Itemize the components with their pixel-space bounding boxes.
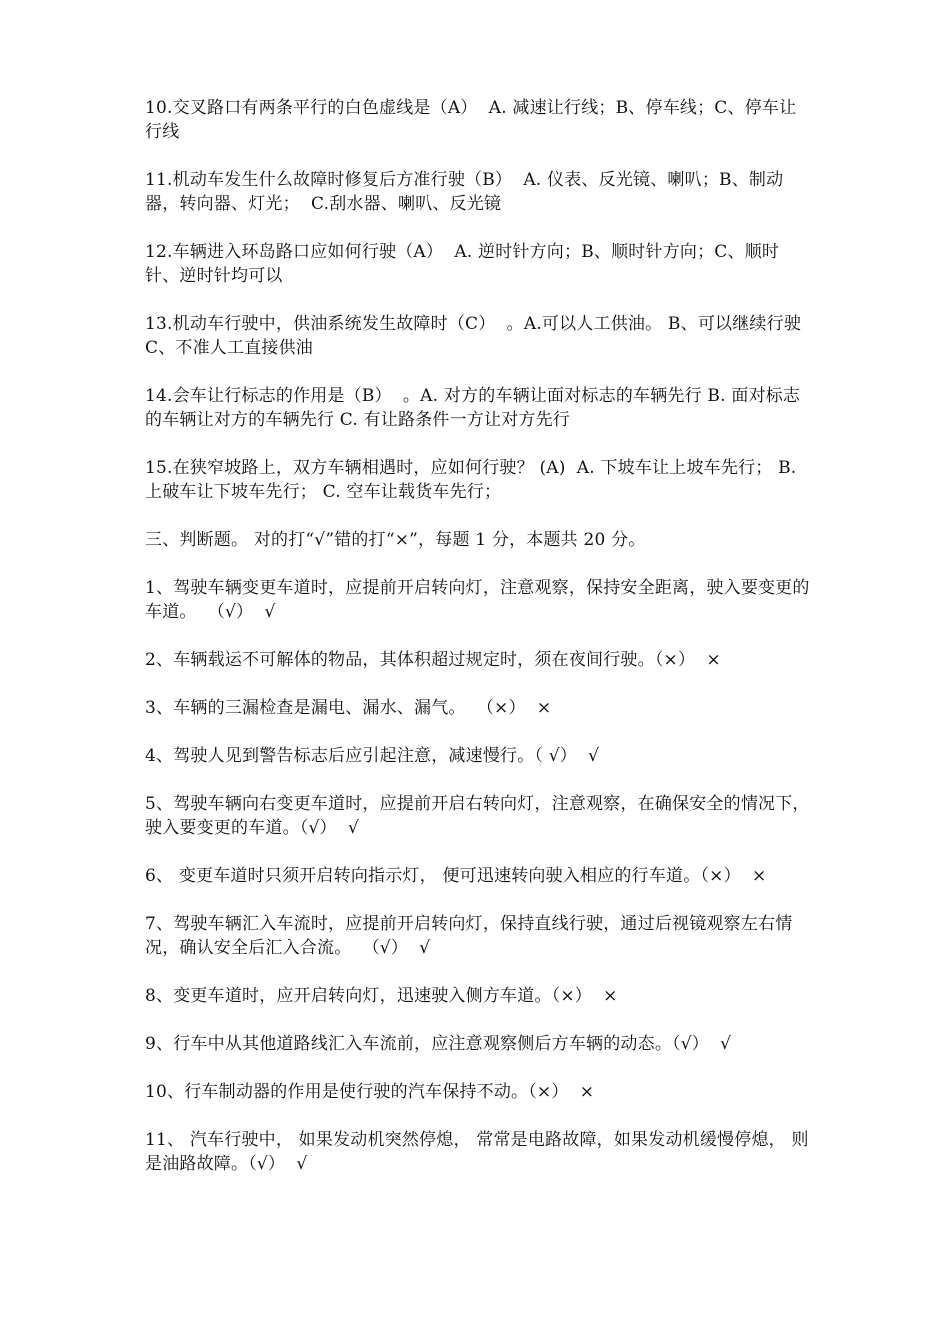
document-body xyxy=(145,96,813,1200)
judgement-3: 3、车辆的三漏检查是漏电、漏水、漏气。 （×） × xyxy=(145,698,552,718)
judgement-10: 10、行车制动器的作用是使行驶的汽车保持不动。（×） × xyxy=(145,1082,595,1102)
judgement-1: 1、驾驶车辆变更车道时，应提前开启转向灯，注意观察，保持安全距离，驶入要变更的车道。 （√） √ xyxy=(145,578,810,622)
judgement-6: 6、 变更车道时只须开启转向指示灯， 便可迅速转向驶入相应的行车道。（×） × xyxy=(145,866,767,886)
question-15: 15.在狭窄坡路上，双方车辆相遇时，应如何行驶？ (A) A. 下坡车让上坡车先行； B. 上破车让下坡车先行； C. 空车让载货车先行； xyxy=(145,458,802,502)
question-13: 13.机动车行驶中，供油系统发生故障时（C） 。A.可以人工供油。 B、可以继续行驶 C、不准人工直接供油 xyxy=(145,314,807,358)
judgement-2: 2、车辆载运不可解体的物品，其体积超过规定时，须在夜间行驶。（×） × xyxy=(145,650,721,670)
judgement-9: 9、行车中从其他道路线汇入车流前，应注意观察侧后方车辆的动态。（√） √ xyxy=(145,1034,732,1054)
judgement-8: 8、变更车道时，应开启转向灯，迅速驶入侧方车道。（×） × xyxy=(145,986,618,1006)
judgement-5: 5、驾驶车辆向右变更车道时，应提前开启右转向灯，注意观察，在确保安全的情况下，驶入要变更的车道。（√） √ xyxy=(145,794,810,838)
judgement-7: 7、驾驶车辆汇入车流时，应提前开启转向灯，保持直线行驶，通过后视镜观察左右情况，确认安全后汇入合流。 （√） √ xyxy=(145,914,793,958)
question-14: 14.会车让行标志的作用是（B） 。A. 对方的车辆让面对标志的车辆先行 B. 面对标志的车辆让对方的车辆先行 C. 有让路条件一方让对方先行 xyxy=(145,386,801,430)
question-10: 10.交叉路口有两条平行的白色虚线是（A） A. 减速让行线；B、停车线；C、停车让行线 xyxy=(145,98,797,142)
section-heading-true-false: 三、判断题。 对的打“√”错的打“×”，每题 1 分，本题共 20 分。 xyxy=(145,530,646,550)
question-12: 12.车辆进入环岛路口应如何行驶（A） A. 逆时针方向；B、顺时针方向；C、顺时针、逆时针均可以 xyxy=(145,242,780,286)
judgement-11: 11、 汽车行驶中， 如果发动机突然停熄， 常常是电路故障，如果发动机缓慢停熄， 则是油路故障。（√） √ xyxy=(145,1130,809,1174)
question-11: 11.机动车发生什么故障时修复后方准行驶（B） A. 仪表、反光镜、喇叭；B、制动器，转向器、灯光； C.刮水器、喇叭、反光镜 xyxy=(145,170,784,214)
judgement-4: 4、驾驶人见到警告标志后应引起注意，减速慢行。（ √） √ xyxy=(145,746,600,766)
